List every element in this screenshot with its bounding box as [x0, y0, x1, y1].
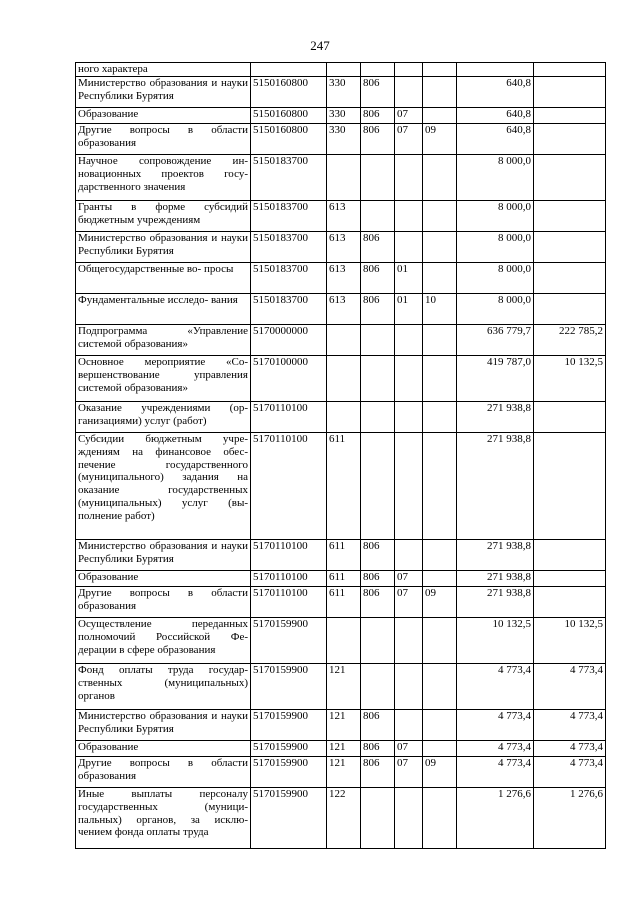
row-section-cell: [395, 325, 423, 356]
row-amount-cell: 271 938,8: [457, 402, 534, 433]
row-name-cell: Министерство образования и науки Республики Бурятия: [76, 77, 251, 108]
row-federal-amount-cell: 222 785,2: [534, 325, 606, 356]
row-amount-cell: 4 773,4: [457, 757, 534, 788]
row-amount-cell: 8 000,0: [457, 155, 534, 201]
row-expense-type-cell: [327, 356, 361, 402]
row-ministry-cell: [361, 664, 395, 710]
row-subsection-cell: [423, 201, 457, 232]
table-row: [76, 741, 606, 757]
row-subsection-cell: [423, 356, 457, 402]
row-ministry-cell: 806: [361, 263, 395, 294]
row-code-cell: 5170110100: [251, 402, 327, 433]
row-name-cell: Образование: [76, 741, 251, 757]
row-section-cell: [395, 710, 423, 741]
row-subsection-cell: [423, 155, 457, 201]
row-name-cell: Основное мероприятие «Со- вершенствование управления системой образования»: [76, 356, 251, 402]
row-federal-amount-cell: [534, 294, 606, 325]
row-code-cell: 5170110100: [251, 587, 327, 618]
row-amount-cell: 640,8: [457, 124, 534, 155]
row-section-cell: [395, 788, 423, 849]
row-federal-amount-cell: 4 773,4: [534, 710, 606, 741]
row-name-cell: Министерство образования и науки Республики Бурятия: [76, 710, 251, 741]
table-row: [76, 155, 606, 201]
row-expense-type-cell: 611: [327, 433, 361, 540]
row-section-cell: 01: [395, 294, 423, 325]
table-row: [76, 710, 606, 741]
row-amount-cell: 271 938,8: [457, 571, 534, 587]
row-amount-cell: 271 938,8: [457, 433, 534, 540]
row-amount-cell: [457, 63, 534, 77]
row-amount-cell: 271 938,8: [457, 540, 534, 571]
row-federal-amount-cell: 4 773,4: [534, 741, 606, 757]
row-subsection-cell: [423, 618, 457, 664]
row-subsection-cell: [423, 433, 457, 540]
row-expense-type-cell: 611: [327, 571, 361, 587]
row-federal-amount-cell: 4 773,4: [534, 757, 606, 788]
row-expense-type-cell: 122: [327, 788, 361, 849]
row-subsection-cell: [423, 664, 457, 710]
row-name-cell: Министерство образования и науки Республики Бурятия: [76, 540, 251, 571]
row-section-cell: 07: [395, 741, 423, 757]
row-federal-amount-cell: [534, 124, 606, 155]
row-section-cell: 07: [395, 108, 423, 124]
row-expense-type-cell: 613: [327, 201, 361, 232]
row-ministry-cell: 806: [361, 77, 395, 108]
row-expense-type-cell: [327, 402, 361, 433]
row-expense-type-cell: 121: [327, 757, 361, 788]
row-subsection-cell: [423, 710, 457, 741]
row-code-cell: 5170110100: [251, 540, 327, 571]
table-body: [76, 63, 606, 849]
table-row: [76, 664, 606, 710]
row-ministry-cell: [361, 618, 395, 664]
row-ministry-cell: 806: [361, 124, 395, 155]
row-amount-cell: 8 000,0: [457, 263, 534, 294]
row-expense-type-cell: 613: [327, 294, 361, 325]
table-row: [76, 618, 606, 664]
row-expense-type-cell: 611: [327, 540, 361, 571]
row-ministry-cell: 806: [361, 757, 395, 788]
row-section-cell: 07: [395, 571, 423, 587]
row-name-cell: Фундаментальные исследо- вания: [76, 294, 251, 325]
row-ministry-cell: [361, 356, 395, 402]
row-section-cell: [395, 402, 423, 433]
row-ministry-cell: 806: [361, 710, 395, 741]
row-subsection-cell: 09: [423, 757, 457, 788]
row-code-cell: 5150160800: [251, 124, 327, 155]
row-federal-amount-cell: [534, 108, 606, 124]
row-subsection-cell: [423, 77, 457, 108]
row-section-cell: 07: [395, 587, 423, 618]
row-code-cell: 5150160800: [251, 77, 327, 108]
row-federal-amount-cell: [534, 232, 606, 263]
row-name-cell: Научное сопровождение ин- новационных проектов госу- дарственного значения: [76, 155, 251, 201]
row-ministry-cell: [361, 433, 395, 540]
table-row: [76, 201, 606, 232]
row-subsection-cell: [423, 108, 457, 124]
row-ministry-cell: [361, 325, 395, 356]
row-code-cell: 5170159900: [251, 618, 327, 664]
row-amount-cell: 8 000,0: [457, 232, 534, 263]
row-expense-type-cell: 330: [327, 77, 361, 108]
row-expense-type-cell: [327, 618, 361, 664]
row-code-cell: 5150160800: [251, 108, 327, 124]
table-row: [76, 63, 606, 77]
row-federal-amount-cell: [534, 155, 606, 201]
table-row: [76, 433, 606, 540]
page-number: 247: [310, 38, 330, 53]
row-amount-cell: 10 132,5: [457, 618, 534, 664]
row-expense-type-cell: [327, 325, 361, 356]
row-section-cell: [395, 664, 423, 710]
row-amount-cell: 636 779,7: [457, 325, 534, 356]
row-federal-amount-cell: [534, 571, 606, 587]
row-expense-type-cell: 330: [327, 124, 361, 155]
row-name-cell: Подпрограмма «Управление системой образования»: [76, 325, 251, 356]
row-amount-cell: 4 773,4: [457, 664, 534, 710]
row-ministry-cell: 806: [361, 540, 395, 571]
row-name-cell: Другие вопросы в области образования: [76, 757, 251, 788]
row-amount-cell: 640,8: [457, 108, 534, 124]
row-name-cell: Общегосударственные во- просы: [76, 263, 251, 294]
row-name-cell: Иные выплаты персоналу государственных (муници- пальных) органов, за исклю- чением фонда оплаты труда: [76, 788, 251, 849]
row-amount-cell: 8 000,0: [457, 201, 534, 232]
row-code-cell: 5150183700: [251, 263, 327, 294]
row-name-cell: Осуществление переданных полномочий Российской Фе- дерации в сфере образования: [76, 618, 251, 664]
row-amount-cell: 640,8: [457, 77, 534, 108]
row-code-cell: 5150183700: [251, 232, 327, 263]
row-subsection-cell: [423, 63, 457, 77]
row-code-cell: 5170000000: [251, 325, 327, 356]
table-row: [76, 325, 606, 356]
row-ministry-cell: [361, 788, 395, 849]
row-amount-cell: 4 773,4: [457, 710, 534, 741]
table-row: [76, 402, 606, 433]
row-code-cell: 5170159900: [251, 741, 327, 757]
row-name-cell: Оказание учреждениями (ор- ганизациями) услуг (работ): [76, 402, 251, 433]
row-amount-cell: 1 276,6: [457, 788, 534, 849]
row-federal-amount-cell: [534, 433, 606, 540]
row-section-cell: 07: [395, 124, 423, 155]
table-row: [76, 77, 606, 108]
row-code-cell: 5170159900: [251, 788, 327, 849]
row-code-cell: 5170110100: [251, 571, 327, 587]
row-code-cell: 5170159900: [251, 664, 327, 710]
row-federal-amount-cell: [534, 201, 606, 232]
row-ministry-cell: 806: [361, 571, 395, 587]
row-name-cell: Образование: [76, 571, 251, 587]
row-code-cell: 5170159900: [251, 710, 327, 741]
row-ministry-cell: 806: [361, 108, 395, 124]
row-section-cell: [395, 155, 423, 201]
row-federal-amount-cell: [534, 402, 606, 433]
row-name-cell: Другие вопросы в области образования: [76, 587, 251, 618]
row-code-cell: 5150183700: [251, 201, 327, 232]
row-subsection-cell: [423, 788, 457, 849]
row-section-cell: [395, 618, 423, 664]
row-name-cell: Гранты в форме субсидий бюджетным учреждениям: [76, 201, 251, 232]
row-name-cell: Другие вопросы в области образования: [76, 124, 251, 155]
table-row: [76, 232, 606, 263]
row-expense-type-cell: 121: [327, 741, 361, 757]
row-section-cell: [395, 77, 423, 108]
row-subsection-cell: [423, 263, 457, 294]
row-amount-cell: 271 938,8: [457, 587, 534, 618]
table-row: [76, 294, 606, 325]
row-amount-cell: 8 000,0: [457, 294, 534, 325]
table-row: [76, 124, 606, 155]
row-section-cell: 01: [395, 263, 423, 294]
row-section-cell: [395, 63, 423, 77]
row-subsection-cell: [423, 540, 457, 571]
row-expense-type-cell: 121: [327, 664, 361, 710]
row-expense-type-cell: [327, 63, 361, 77]
row-amount-cell: 419 787,0: [457, 356, 534, 402]
row-name-cell: Министерство образования и науки Республики Бурятия: [76, 232, 251, 263]
row-subsection-cell: [423, 232, 457, 263]
table-row: [76, 263, 606, 294]
row-subsection-cell: 10: [423, 294, 457, 325]
row-code-cell: 5170110100: [251, 433, 327, 540]
row-expense-type-cell: 613: [327, 263, 361, 294]
row-amount-cell: 4 773,4: [457, 741, 534, 757]
row-subsection-cell: [423, 571, 457, 587]
row-ministry-cell: [361, 201, 395, 232]
row-expense-type-cell: 613: [327, 232, 361, 263]
row-federal-amount-cell: 4 773,4: [534, 664, 606, 710]
row-federal-amount-cell: 10 132,5: [534, 618, 606, 664]
row-federal-amount-cell: [534, 63, 606, 77]
row-ministry-cell: [361, 63, 395, 77]
row-section-cell: [395, 201, 423, 232]
table-row: [76, 108, 606, 124]
row-section-cell: [395, 356, 423, 402]
row-code-cell: 5150183700: [251, 294, 327, 325]
row-ministry-cell: [361, 155, 395, 201]
table-row: [76, 587, 606, 618]
row-expense-type-cell: 611: [327, 587, 361, 618]
row-section-cell: [395, 540, 423, 571]
row-ministry-cell: 806: [361, 294, 395, 325]
row-section-cell: [395, 232, 423, 263]
row-name-cell: Образование: [76, 108, 251, 124]
row-subsection-cell: 09: [423, 124, 457, 155]
row-expense-type-cell: 121: [327, 710, 361, 741]
row-subsection-cell: [423, 741, 457, 757]
row-federal-amount-cell: [534, 263, 606, 294]
budget-table: [75, 62, 606, 849]
row-subsection-cell: [423, 325, 457, 356]
row-ministry-cell: [361, 402, 395, 433]
row-code-cell: 5170100000: [251, 356, 327, 402]
row-federal-amount-cell: [534, 540, 606, 571]
row-section-cell: 07: [395, 757, 423, 788]
row-section-cell: [395, 433, 423, 540]
row-federal-amount-cell: 1 276,6: [534, 788, 606, 849]
row-expense-type-cell: 330: [327, 108, 361, 124]
row-name-cell: Фонд оплаты труда государ- ственных (муниципальных) органов: [76, 664, 251, 710]
row-code-cell: [251, 63, 327, 77]
table-row: [76, 788, 606, 849]
row-name-cell: Субсидии бюджетным учре- ждениям на финансовое обес- печение государственного (муниципального) задания на оказание государственных (муниципальных) услуг (вы- полнение работ): [76, 433, 251, 540]
table-row: [76, 356, 606, 402]
row-subsection-cell: [423, 402, 457, 433]
table-row: [76, 757, 606, 788]
table-row: [76, 571, 606, 587]
row-federal-amount-cell: [534, 587, 606, 618]
row-code-cell: 5150183700: [251, 155, 327, 201]
row-ministry-cell: 806: [361, 232, 395, 263]
row-name-cell: ного характера: [76, 63, 251, 77]
row-code-cell: 5170159900: [251, 757, 327, 788]
row-ministry-cell: 806: [361, 741, 395, 757]
row-subsection-cell: 09: [423, 587, 457, 618]
row-ministry-cell: 806: [361, 587, 395, 618]
row-federal-amount-cell: [534, 77, 606, 108]
row-federal-amount-cell: 10 132,5: [534, 356, 606, 402]
table-row: [76, 540, 606, 571]
row-expense-type-cell: [327, 155, 361, 201]
